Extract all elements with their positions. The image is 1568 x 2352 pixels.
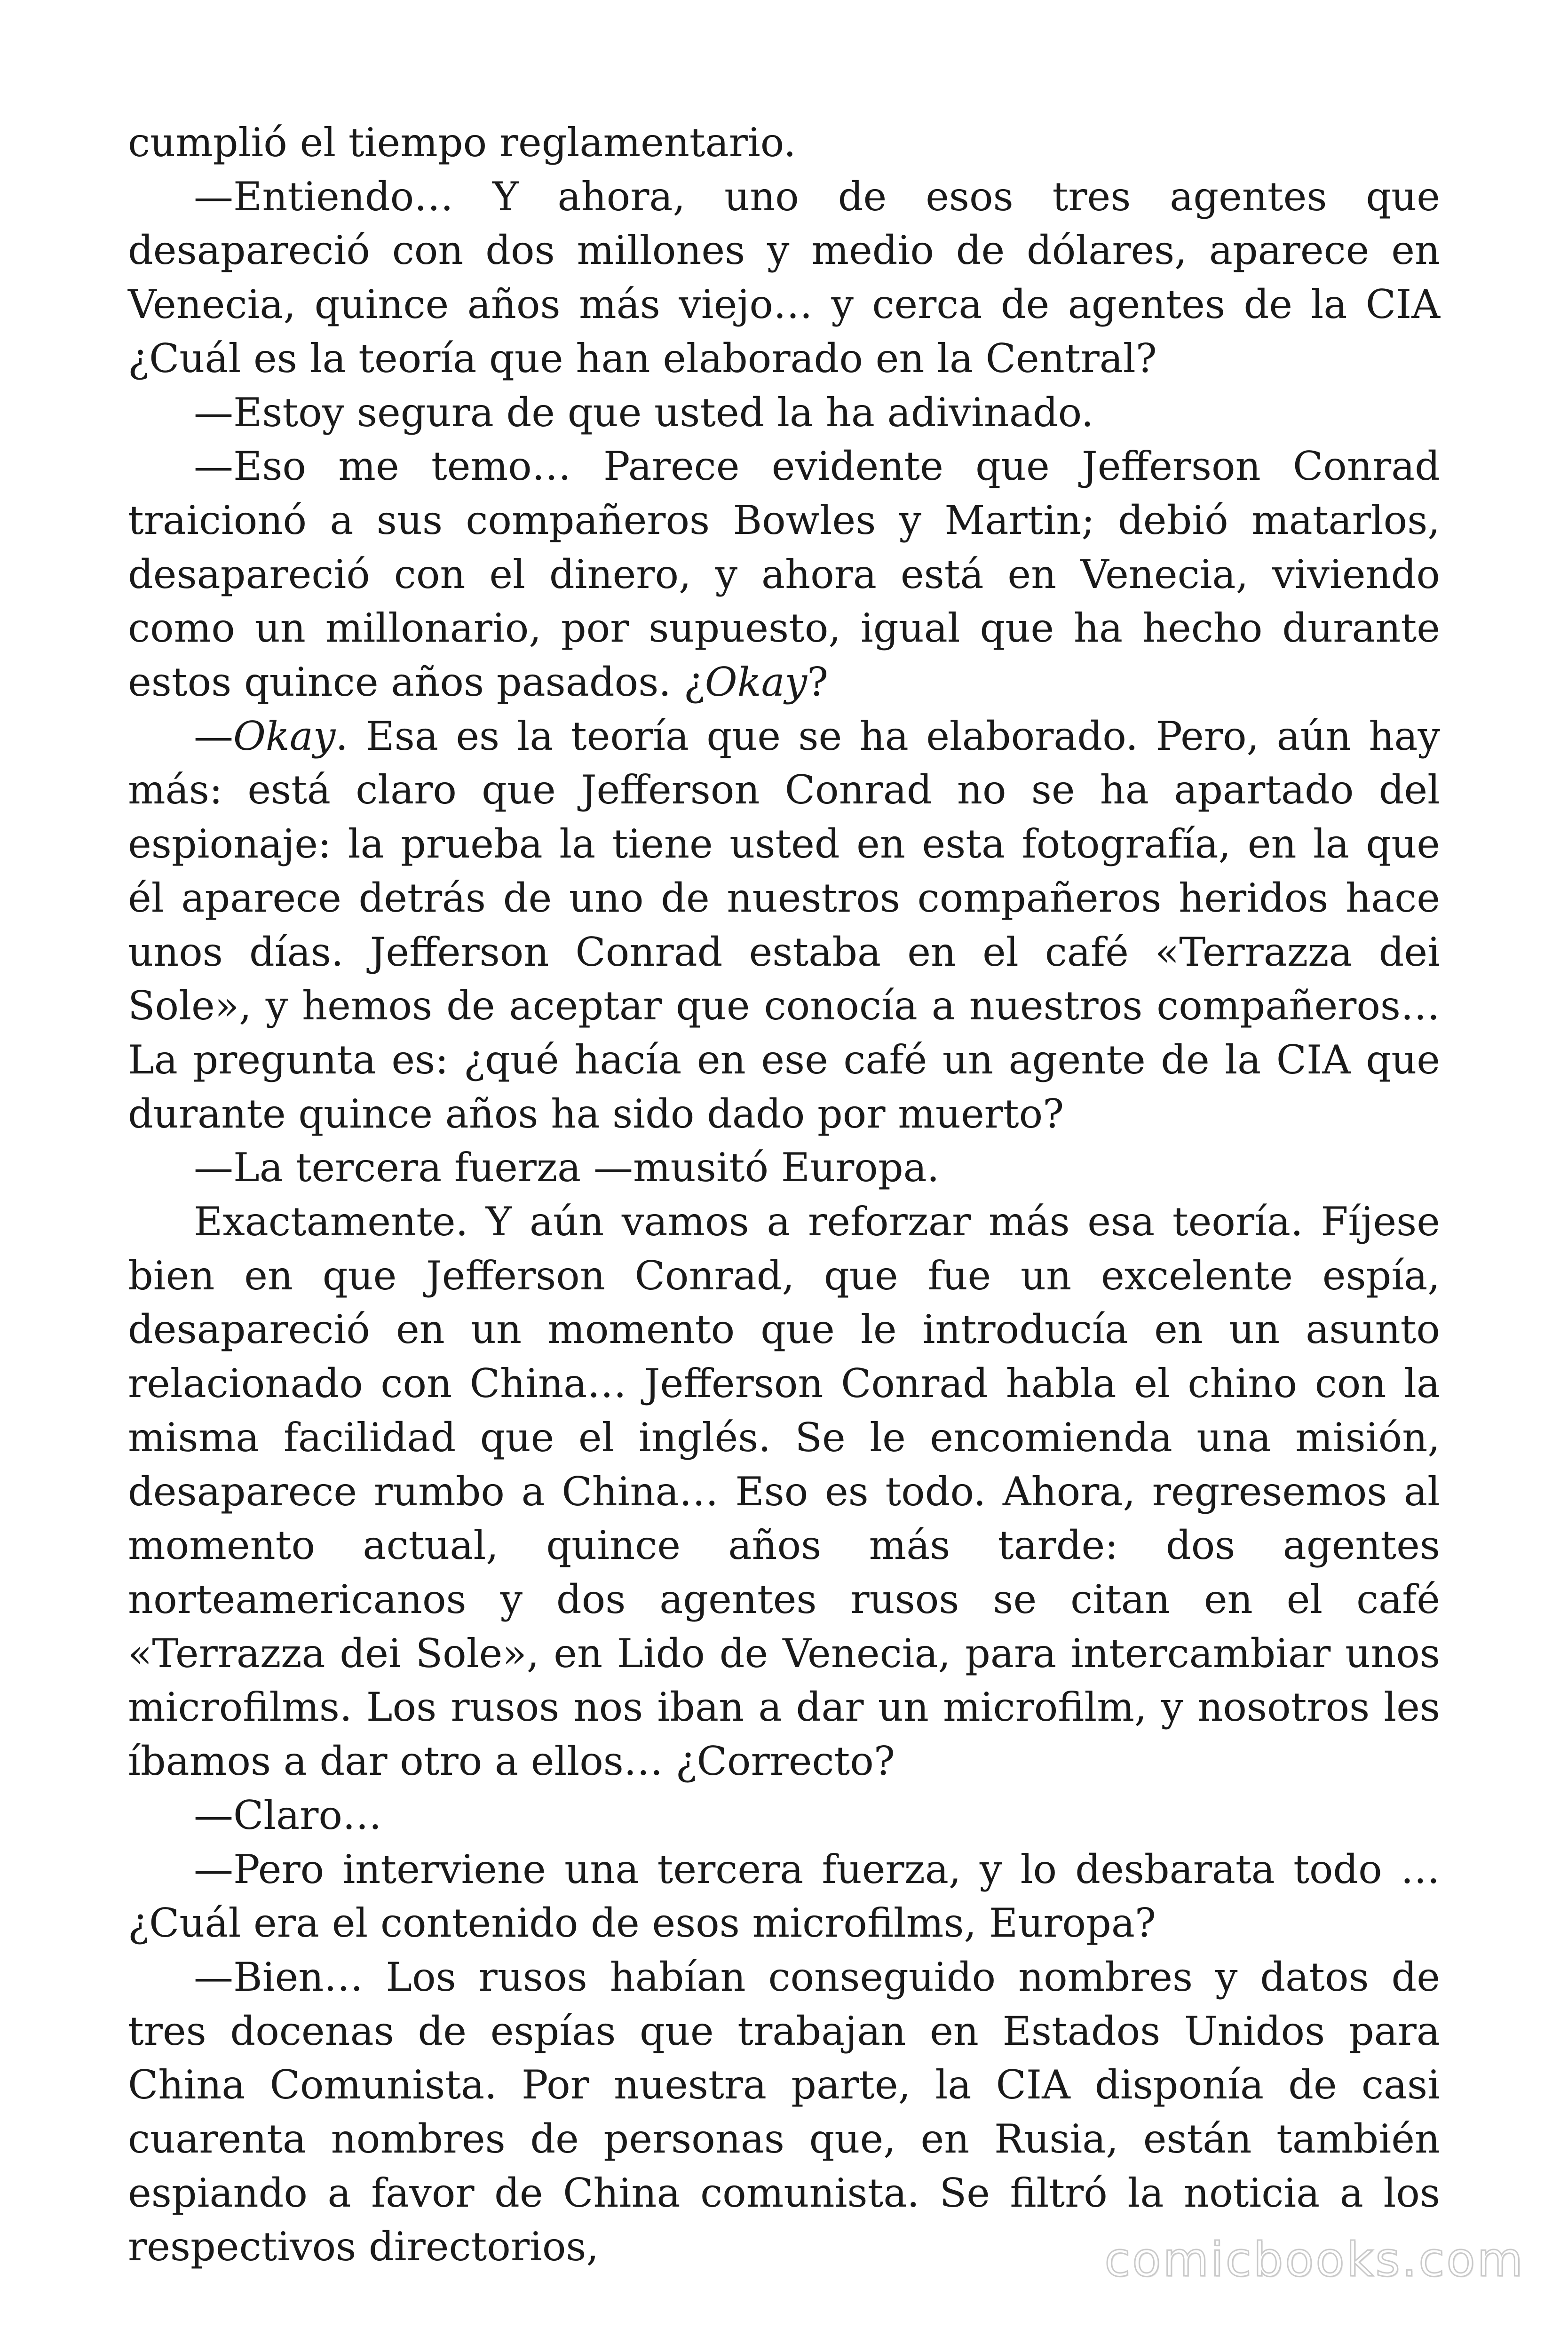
text-segment: ? <box>807 659 829 706</box>
watermark: comicbooks.com <box>1104 2232 1525 2287</box>
paragraph <box>128 1788 1440 1843</box>
italic-text: Okay <box>705 659 808 706</box>
paragraph <box>128 116 1440 170</box>
paragraph <box>128 386 1440 440</box>
paragraph <box>128 170 1440 386</box>
paragraph <box>128 439 1440 709</box>
paragraph <box>128 709 1440 1141</box>
text-segment: —Pero interviene una tercera fuerza, y lo desbarata todo … ¿Cuál era el contenido de esos microfilms, Europa? <box>128 1846 1440 1947</box>
text-segment: —Entiendo… Y ahora, uno de esos tres agentes que desapareció con dos millones y medio de dólares, aparece en Venecia, quince años más viejo… y cerca de agentes de la CIA ¿Cuál es la teoría que han elaborado en la Central? <box>128 173 1440 381</box>
text-segment: —Eso me temo… Parece evidente que Jefferson Conrad traicionó a sus compañeros Bowles y Martin; debió matarlos, desapareció con el dinero, y ahora está en Venecia, viviendo como un millonario, por supuesto, igual que ha hecho durante estos quince años pasados. ¿ <box>128 443 1440 706</box>
text-segment: Exactamente. Y aún vamos a reforzar más esa teoría. Fíjese bien en que Jefferson Conrad, que fue un excelente espía, desapareció en un momento que le introducía en un asunto relacionado con China… Jefferson Conrad habla el chino con la misma facilidad que el inglés. Se le encomienda una misión, desaparece rumbo a China… Eso es todo. Ahora, regresemos al momento actual, quince años más tarde: dos agentes norteamericanos y dos agentes rusos se citan en el café «Terrazza dei Sole», en Lido de Venecia, para intercambiar unos microfilms. Los rusos nos iban a dar un microfilm, y nosotros les íbamos a dar otro a ellos… ¿Correcto? <box>128 1199 1440 1785</box>
text-segment: —Claro… <box>194 1792 382 1838</box>
paragraph <box>128 1950 1440 2274</box>
text-segment: —Estoy segura de que usted la ha adivinado. <box>194 389 1094 436</box>
page-body-text <box>128 116 1440 2274</box>
text-segment: —Bien… Los rusos habían conseguido nombres y datos de tres docenas de espías que trabajan en Estados Unidos para China Comunista. Por nuestra parte, la CIA disponía de casi cuarenta nombres de personas que, en Rusia, están también espiando a favor de China comunista. Se filtró la noticia a los respectivos directorios, <box>128 1954 1440 2270</box>
text-segment: cumplió el tiempo reglamentario. <box>128 119 796 166</box>
text-segment: —La tercera fuerza —musitó Europa. <box>194 1144 940 1191</box>
text-segment: . Esa es la teoría que se ha elaborado. Pero, aún hay más: está claro que Jefferson Conrad no se ha apartado del espionaje: la prueba la tiene usted en esta fotografía, en la que él aparece detrás de uno de nuestros compañeros heridos hace unos días. Jefferson Conrad estaba en el café «Terrazza dei Sole», y hemos de aceptar que conocía a nuestros compañeros… La pregunta es: ¿qué hacía en ese café un agente de la CIA que durante quince años ha sido dado por muerto? <box>128 713 1440 1137</box>
italic-text: Okay <box>233 713 336 759</box>
paragraph <box>128 1195 1440 1788</box>
paragraph <box>128 1843 1440 1950</box>
text-segment: — <box>194 713 233 759</box>
paragraph <box>128 1141 1440 1195</box>
